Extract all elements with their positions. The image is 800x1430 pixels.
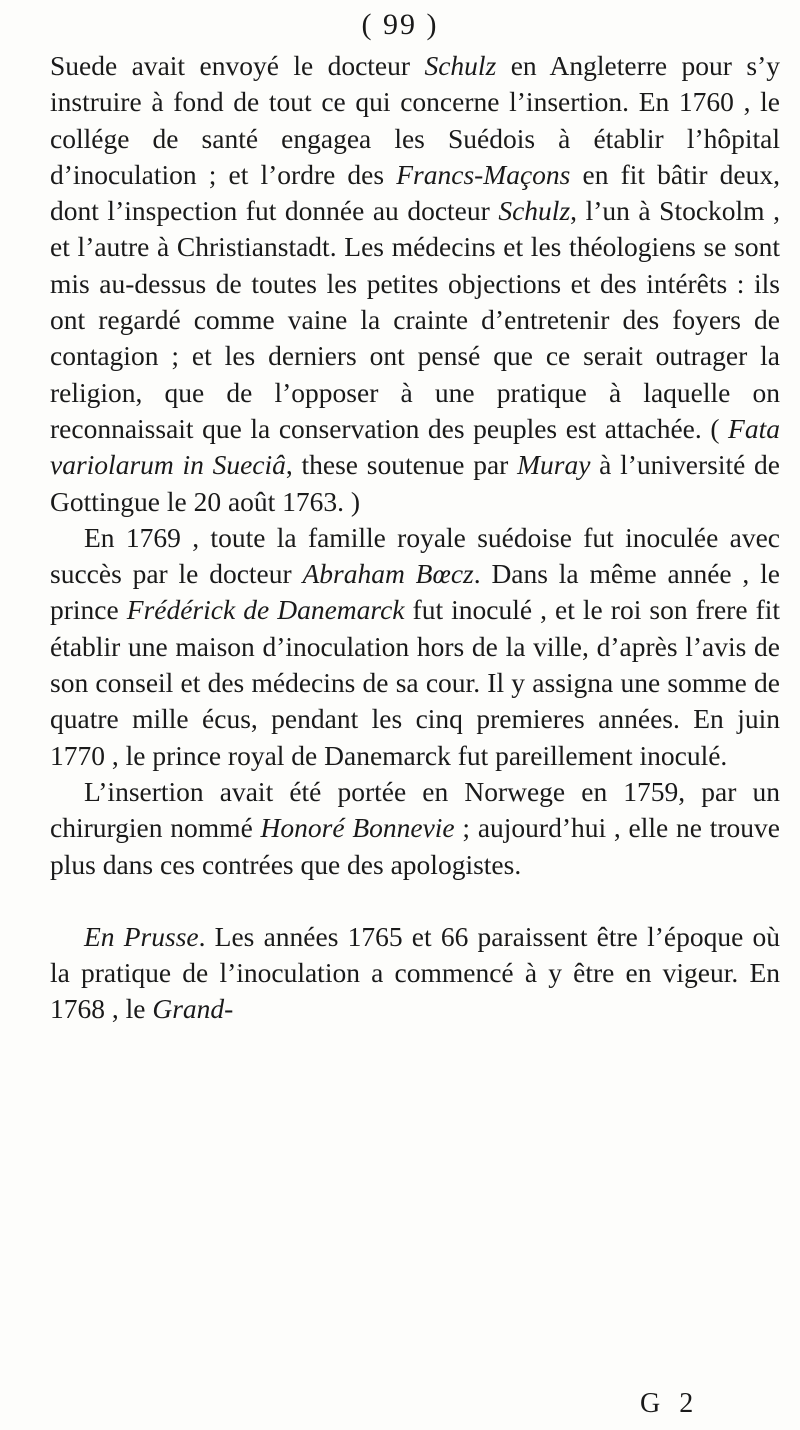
- name-honore-bonnevie: Honoré Bonnevie: [260, 812, 455, 844]
- page-number: ( 99 ): [361, 8, 439, 41]
- paragraph-denmark-inoculation: [50, 520, 780, 774]
- text-segment: L’insertion avait été portée en Norwege en 1759, par un chirurgien nommé: [50, 775, 780, 844]
- text-segment: . Dans la même année , le prince: [50, 558, 780, 626]
- signature-mark: G 2: [640, 1388, 700, 1419]
- name-francs-macons: Francs-Maçons: [396, 158, 571, 190]
- text-segment: En 1769 , toute la famille royale suédoise fut inoculée avec succès par le docteur: [50, 521, 780, 590]
- name-abraham-boecz: Abraham Bœcz: [302, 558, 474, 590]
- text-segment: à l’université de Gottingue le 20 août 1763. ): [50, 449, 780, 517]
- word-grand: Grand-: [152, 993, 234, 1025]
- paragraph-prussia-inoculation: [50, 919, 780, 1028]
- name-schulz: Schulz: [424, 50, 497, 81]
- text-segment: Suede avait envoyé le docteur: [50, 50, 425, 81]
- name-prince-frederick: Frédérick de Danemarck: [126, 594, 405, 626]
- paragraph-norway-inoculation: [50, 774, 780, 883]
- text-segment: en Angleterre pour s’y instruire à fond de tout ce qui concerne l’insertion. En 1760 , le collége de santé engagea les Suédois à établir l’hôpital d’inoculation ; et l’ordre des: [50, 50, 780, 190]
- paragraph-sweden-inoculation: [50, 48, 780, 520]
- thesis-title: Fata variolarum in Sueciâ: [50, 412, 780, 481]
- text-segment: fut inoculé , et le roi son frere fit établir une maison d’inoculation hors de la ville, d’après l’avis de son conseil et des médecins de sa cour. Il y assigna une somme de quatre mille écus, pendant les cinq premieres années. En juin 1770 , le prince royal de Danemarck fut pareillement inoculé.: [50, 594, 781, 771]
- text-segment: , these soutenue par: [285, 449, 518, 481]
- name-schulz-2: Schulz: [498, 195, 571, 227]
- text-segment: . Les années 1765 et 66 paraissent être l’époque où la pratique de l’inoculation a commencé à y être en vigeur. En 1768 , le: [50, 920, 780, 1025]
- text-segment: , l’un à Stockolm , et l’autre à Christianstadt. Les médecins et les théologiens se sont mis au-dessus de toutes les petites objections et des intérêts : ils ont regardé comme vaine la crainte d’entretenir des foyers de contagion ; et les derniers ont pensé que ce serait outrager la religion, que de l’opposer à une pratique à laquelle on reconnaissait que la conservation des peuples est attachée. (: [50, 195, 780, 444]
- body-text: [50, 48, 780, 1028]
- section-heading-prusse: En Prusse: [84, 920, 199, 952]
- text-segment: en fit bâtir deux, dont l’inspection fut donnée au docteur: [50, 158, 780, 227]
- text-segment: ; aujourd’hui , elle ne trouve plus dans ces contrées que des apologistes.: [50, 812, 781, 880]
- name-muray: Muray: [517, 449, 591, 481]
